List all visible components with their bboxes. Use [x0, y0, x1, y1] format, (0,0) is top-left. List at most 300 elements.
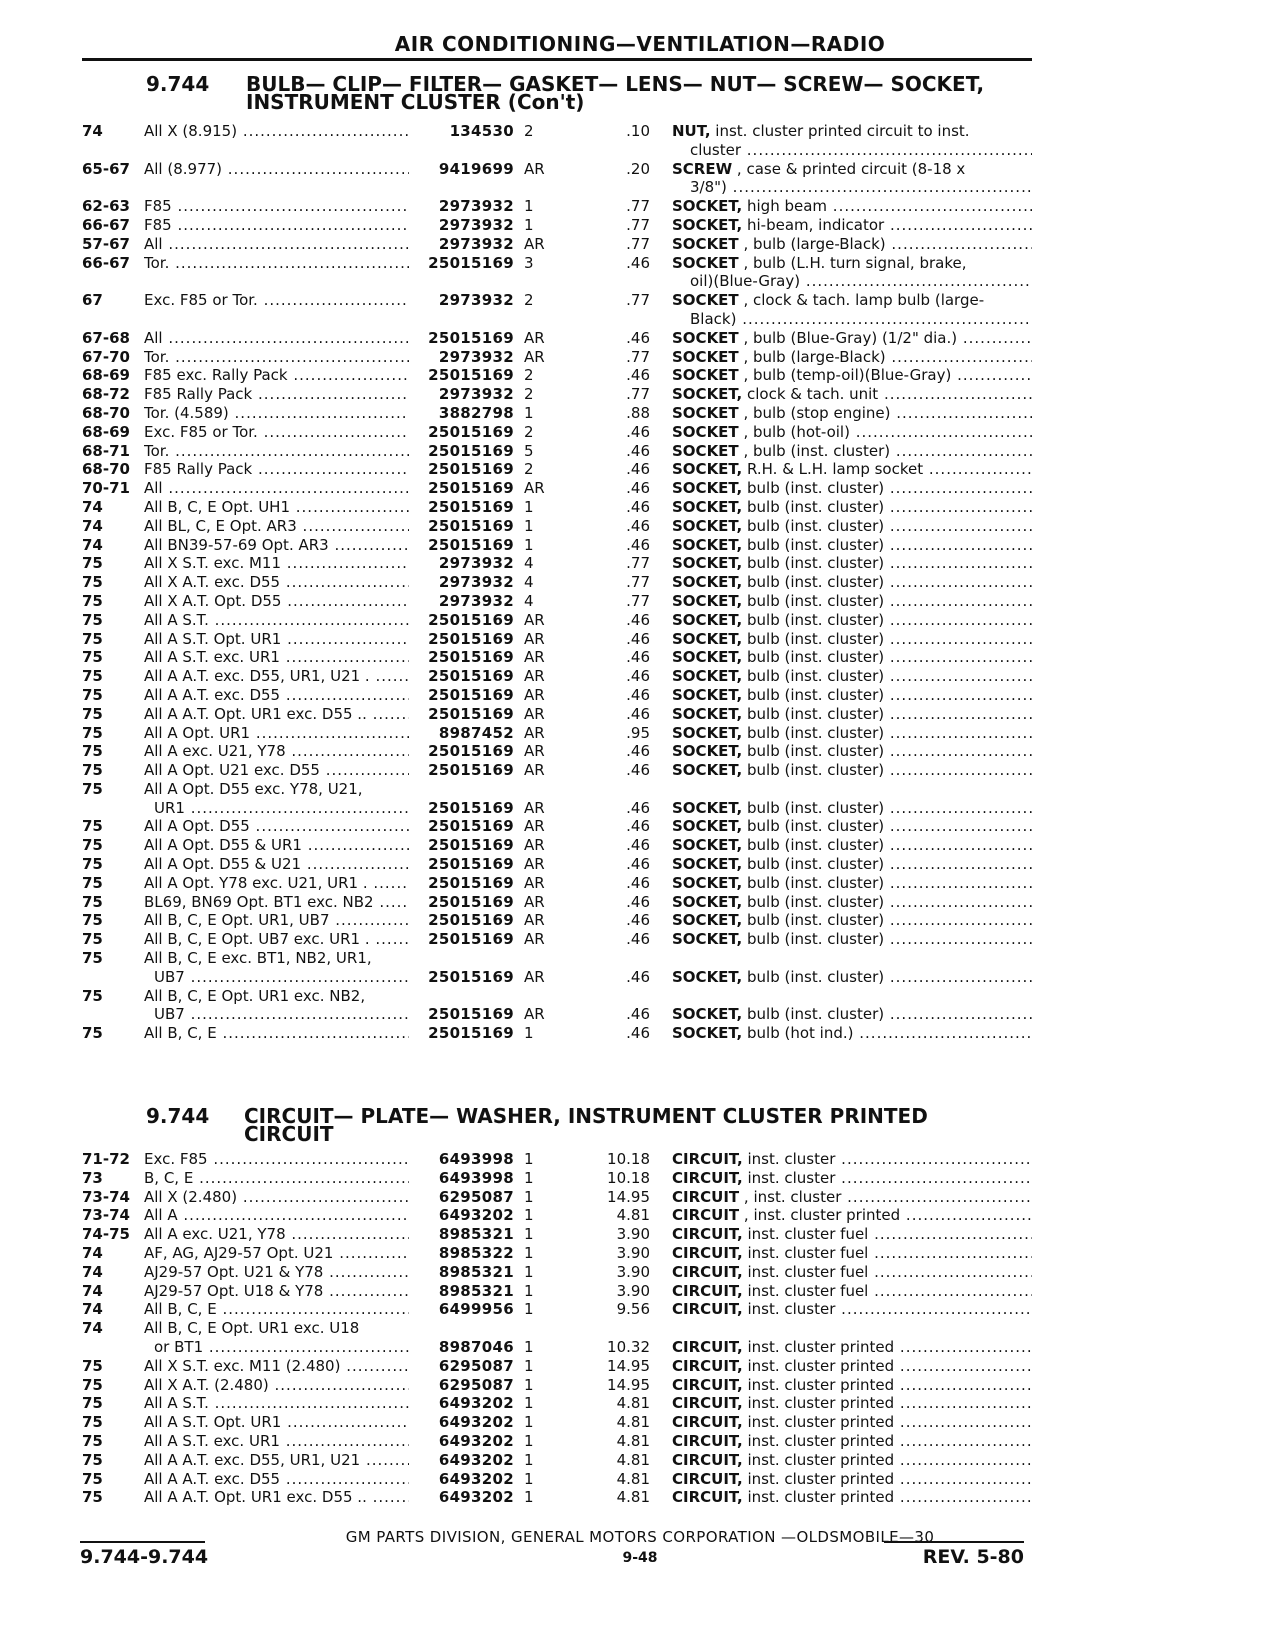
row-quantity: AR [524, 347, 545, 366]
row-model: All A S.T. ..... [144, 1394, 409, 1412]
row-model: All A A.T. Opt. UR1 exc. D55 .. ..... [144, 1488, 409, 1506]
table-row [0, 366, 1280, 385]
row-part-number: 6493202 [438, 1469, 514, 1488]
table-row [0, 479, 1280, 498]
row-description-text: , inst. cluster printed ..... [739, 1206, 1032, 1224]
row-description-text: inst. cluster printed ..... [743, 1338, 1032, 1356]
row-description-text: high beam ..... [742, 197, 1032, 215]
row-quantity: 1 [524, 1356, 534, 1375]
row-model: All A Opt. D55 & UR1 ..... [144, 836, 409, 854]
table-row [0, 780, 1280, 818]
row-part-number: 2973932 [438, 234, 514, 253]
row-model: All A A.T. exc. D55 ..... [144, 686, 409, 704]
table-row [0, 1169, 1280, 1188]
row-year: 74 [82, 1243, 103, 1262]
row-description-text: inst. cluster printed ..... [743, 1451, 1032, 1469]
section2-title-line2: CIRCUIT [244, 1122, 334, 1146]
row-year: 74 [82, 1281, 103, 1300]
row-model: F85 Rally Pack ..... [144, 460, 409, 478]
row-description [672, 423, 1032, 441]
row-description-keyword: SOCKET, [672, 798, 743, 817]
row-description [672, 216, 1032, 234]
row-description-keyword: SOCKET, [672, 535, 743, 554]
row-quantity: 1 [524, 1262, 534, 1281]
row-part-number: 6493202 [438, 1206, 514, 1225]
row-part-number: 8985321 [438, 1281, 514, 1300]
row-part-number: 25015169 [428, 967, 514, 986]
row-year: 68-69 [82, 366, 130, 385]
row-price: .46 [626, 967, 650, 986]
row-description-text: , inst. cluster ..... [739, 1188, 1032, 1206]
row-year: 75 [82, 986, 103, 1005]
row-model-continued: UB7 ..... [154, 968, 409, 986]
row-quantity: AR [524, 723, 545, 742]
row-model: All ..... [144, 329, 409, 347]
row-year: 75 [82, 1394, 103, 1413]
row-part-number: 25015169 [428, 704, 514, 723]
row-description-keyword: SOCKET, [672, 197, 743, 216]
row-quantity: AR [524, 911, 545, 930]
row-part-number: 25015169 [428, 1005, 514, 1024]
table-row [0, 1376, 1280, 1395]
row-description-text: bulb (inst. cluster) ..... [742, 742, 1032, 760]
row-model: All A exc. U21, Y78 ..... [144, 1225, 409, 1243]
row-model: All A A.T. Opt. UR1 exc. D55 .. ..... [144, 705, 409, 723]
row-model: B, C, E ..... [144, 1169, 409, 1187]
row-year: 75 [82, 573, 103, 592]
row-quantity: 3 [524, 253, 534, 272]
row-year: 67-68 [82, 328, 130, 347]
row-description-text: , case & printed circuit (8-18 x [732, 159, 966, 178]
row-description-text: , bulb (hot-oil) ..... [739, 423, 1032, 441]
row-year: 68-70 [82, 460, 130, 479]
table-row [0, 1470, 1280, 1489]
table-row [0, 498, 1280, 517]
row-price: 4.81 [616, 1413, 650, 1432]
section2-number: 9.744 [146, 1104, 210, 1128]
row-description-keyword: CIRCUIT, [672, 1488, 743, 1507]
row-price: 10.18 [607, 1168, 650, 1187]
row-description-keyword: CIRCUIT, [672, 1337, 743, 1356]
row-description-keyword: CIRCUIT, [672, 1356, 743, 1375]
row-model: All A Opt. Y78 exc. U21, UR1 . ..... [144, 874, 409, 892]
table-row [0, 1206, 1280, 1225]
row-year: 67-70 [82, 347, 130, 366]
row-quantity: 1 [524, 1413, 534, 1432]
row-price: 4.81 [616, 1469, 650, 1488]
header-rule [82, 58, 1032, 61]
row-part-number: 2973932 [438, 573, 514, 592]
table-row [0, 536, 1280, 555]
row-price: 3.90 [616, 1225, 650, 1244]
row-description-keyword: SOCKET, [672, 873, 743, 892]
row-description-keyword: SOCKET [672, 328, 739, 347]
row-model: All A S.T. Opt. UR1 ..... [144, 630, 409, 648]
row-description-keyword: SOCKET, [672, 723, 743, 742]
table-row [0, 648, 1280, 667]
row-quantity: 2 [524, 291, 534, 310]
table-row [0, 1488, 1280, 1507]
row-part-number: 25015169 [428, 873, 514, 892]
row-model: All A A.T. exc. D55 ..... [144, 1470, 409, 1488]
row-quantity: 4 [524, 591, 534, 610]
row-model: Tor. ..... [144, 348, 409, 366]
row-price: .46 [626, 798, 650, 817]
row-description-text: hi-beam, indicator ..... [742, 216, 1032, 234]
row-description-text: inst. cluster printed ..... [743, 1357, 1032, 1375]
row-part-number: 25015169 [428, 422, 514, 441]
row-description-text: inst. cluster fuel ..... [743, 1282, 1032, 1300]
table-row [0, 1413, 1280, 1432]
table-row [0, 1225, 1280, 1244]
section2-title-line1: CIRCUIT— PLATE— WASHER, INSTRUMENT CLUSTER PRINTED [244, 1104, 928, 1128]
row-model: All X A.T. (2.480) ..... [144, 1376, 409, 1394]
row-model: All A Opt. UR1 ..... [144, 724, 409, 742]
row-description-keyword: CIRCUIT, [672, 1243, 743, 1262]
row-price: .20 [626, 159, 650, 178]
row-description [672, 479, 1032, 497]
row-quantity: AR [524, 667, 545, 686]
row-description-keyword: SOCKET, [672, 685, 743, 704]
row-description-keyword: SOCKET, [672, 629, 743, 648]
row-description-text: , bulb (temp-oil)(Blue-Gray) ..... [739, 366, 1032, 384]
row-description [672, 1394, 1032, 1412]
row-description-keyword: SOCKET, [672, 967, 743, 986]
table-row [0, 235, 1280, 254]
row-part-number: 25015169 [428, 685, 514, 704]
row-description-text: bulb (inst. cluster) ..... [742, 667, 1032, 685]
row-part-number: 25015169 [428, 253, 514, 272]
row-year: 75 [82, 591, 103, 610]
row-description [672, 1005, 1032, 1023]
table-row [0, 442, 1280, 461]
row-description-keyword: CIRCUIT, [672, 1281, 743, 1300]
row-price: 4.81 [616, 1450, 650, 1469]
row-part-number: 2973932 [438, 347, 514, 366]
row-part-number: 25015169 [428, 817, 514, 836]
table-row [0, 874, 1280, 893]
row-model: All B, C, E Opt. UB7 exc. UR1 . ..... [144, 930, 409, 948]
row-year: 75 [82, 629, 103, 648]
row-description-continued-text: cluster ..... [690, 141, 1032, 159]
row-year: 74-75 [82, 1225, 130, 1244]
row-price: .46 [626, 836, 650, 855]
row-part-number: 2973932 [438, 554, 514, 573]
row-description-keyword: CIRCUIT, [672, 1413, 743, 1432]
row-year: 75 [82, 855, 103, 874]
row-quantity: 1 [524, 535, 534, 554]
footer-revision: REV. 5-80 [922, 1546, 1024, 1568]
row-description-text: bulb (inst. cluster) ..... [742, 855, 1032, 873]
row-model: All B, C, E Opt. UR1, UB7 ..... [144, 911, 409, 929]
row-description-keyword: SOCKET, [672, 215, 743, 234]
row-model: Exc. F85 or Tor. ..... [144, 291, 409, 309]
row-description-text: bulb (inst. cluster) ..... [742, 836, 1032, 854]
row-description-continued [690, 310, 1032, 328]
row-year: 66-67 [82, 215, 130, 234]
row-price: .77 [626, 591, 650, 610]
row-year: 68-72 [82, 385, 130, 404]
row-description [672, 648, 1032, 666]
row-description-text: inst. cluster printed ..... [743, 1413, 1032, 1431]
row-part-number: 6493202 [438, 1450, 514, 1469]
row-model: All (8.977) ..... [144, 160, 409, 178]
row-model: All A exc. U21, Y78 ..... [144, 742, 409, 760]
row-description-text: inst. cluster printed ..... [743, 1488, 1032, 1506]
row-description [672, 385, 1032, 403]
row-model: All X A.T. exc. D55 ..... [144, 573, 409, 591]
row-price: 14.95 [607, 1375, 650, 1394]
row-quantity: AR [524, 629, 545, 648]
row-description-text: inst. cluster fuel ..... [743, 1225, 1032, 1243]
row-price: .46 [626, 629, 650, 648]
row-description-keyword: SOCKET, [672, 742, 743, 761]
row-quantity: 1 [524, 1431, 534, 1450]
row-year: 74 [82, 516, 103, 535]
row-description-text: bulb (inst. cluster) ..... [742, 573, 1032, 591]
row-description-text: bulb (inst. cluster) ..... [742, 479, 1032, 497]
row-model-continued: UR1 ..... [154, 799, 409, 817]
row-year: 71-72 [82, 1150, 130, 1168]
row-quantity: AR [524, 159, 545, 178]
row-model: All A S.T. exc. UR1 ..... [144, 648, 409, 666]
row-quantity: AR [524, 836, 545, 855]
row-part-number: 6295087 [438, 1375, 514, 1394]
row-model: All B, C, E Opt. UH1 ..... [144, 498, 409, 516]
table-row [0, 348, 1280, 367]
row-price: 3.90 [616, 1262, 650, 1281]
row-model: All X S.T. exc. M11 ..... [144, 554, 409, 572]
row-description-keyword: CIRCUIT [672, 1206, 740, 1225]
row-description [672, 724, 1032, 742]
row-description-keyword: SOCKET, [672, 930, 743, 949]
row-price: 4.81 [616, 1206, 650, 1225]
row-part-number: 8987046 [438, 1337, 514, 1356]
row-description-text: inst. cluster printed ..... [743, 1376, 1032, 1394]
row-quantity: 1 [524, 1394, 534, 1413]
row-year: 75 [82, 761, 103, 780]
row-model: All A Opt. D55 ..... [144, 817, 409, 835]
row-price: 4.81 [616, 1488, 650, 1507]
row-description [672, 460, 1032, 478]
row-description-text: clock & tach. unit ..... [742, 385, 1032, 403]
row-description-text: bulb (inst. cluster) ..... [742, 968, 1032, 986]
row-description-keyword: SOCKET [672, 253, 739, 272]
table-row [0, 949, 1280, 987]
row-part-number: 2973932 [438, 291, 514, 310]
row-price: .46 [626, 441, 650, 460]
row-part-number: 134530 [449, 122, 514, 140]
row-description-text: , clock & tach. lamp bulb (large- [738, 291, 985, 310]
row-part-number: 25015169 [428, 761, 514, 780]
row-description [672, 667, 1032, 685]
row-description [672, 122, 1032, 140]
row-description [672, 968, 1032, 986]
row-description-keyword: SOCKET [672, 347, 739, 366]
row-quantity: 1 [524, 1024, 534, 1043]
row-description-keyword: SOCKET, [672, 911, 743, 930]
row-year: 73-74 [82, 1187, 130, 1206]
row-year: 68-71 [82, 441, 130, 460]
row-quantity: AR [524, 610, 545, 629]
row-model: BL69, BN69 Opt. BT1 exc. NB2 ..... [144, 893, 409, 911]
row-description-keyword: SOCKET, [672, 479, 743, 498]
row-year: 75 [82, 836, 103, 855]
row-model: All A S.T. ..... [144, 611, 409, 629]
table-row [0, 197, 1280, 216]
row-description [672, 1300, 1032, 1318]
row-description-text: inst. cluster printed ..... [743, 1432, 1032, 1450]
row-part-number: 6493202 [438, 1431, 514, 1450]
row-description-keyword: SOCKET, [672, 573, 743, 592]
row-description-keyword: CIRCUIT, [672, 1262, 743, 1281]
row-quantity: AR [524, 761, 545, 780]
row-quantity: AR [524, 855, 545, 874]
row-description-keyword: SOCKET, [672, 855, 743, 874]
row-description-keyword: CIRCUIT, [672, 1300, 743, 1319]
row-part-number: 6493202 [438, 1394, 514, 1413]
row-description [672, 742, 1032, 760]
section1-title-line1: BULB— CLIP— FILTER— GASKET— LENS— NUT— SCREW— SOCKET, [246, 72, 985, 96]
row-description-keyword: SOCKET, [672, 704, 743, 723]
table-row [0, 404, 1280, 423]
row-model: Tor. ..... [144, 442, 409, 460]
table-row [0, 216, 1280, 235]
row-description-keyword: SOCKET, [672, 761, 743, 780]
row-price: 4.81 [616, 1394, 650, 1413]
row-description-text: bulb (inst. cluster) ..... [742, 817, 1032, 835]
table-row [0, 630, 1280, 649]
row-part-number: 6295087 [438, 1187, 514, 1206]
row-price: .88 [626, 403, 650, 422]
row-description-keyword: CIRCUIT, [672, 1394, 743, 1413]
row-price: 3.90 [616, 1281, 650, 1300]
table-row [0, 1357, 1280, 1376]
row-description-keyword: SOCKET, [672, 460, 743, 479]
row-year: 75 [82, 949, 103, 968]
row-part-number: 6295087 [438, 1356, 514, 1375]
row-model: All X A.T. Opt. D55 ..... [144, 592, 409, 610]
row-description-keyword: CIRCUIT, [672, 1225, 743, 1244]
row-description-text: bulb (inst. cluster) ..... [742, 611, 1032, 629]
row-quantity: 4 [524, 573, 534, 592]
row-model: All X (2.480) ..... [144, 1188, 409, 1206]
row-part-number: 25015169 [428, 911, 514, 930]
row-description [672, 1024, 1032, 1042]
row-description-keyword: SOCKET [672, 234, 739, 253]
row-description [672, 855, 1032, 873]
row-description-text: , bulb (L.H. turn signal, brake, [738, 253, 967, 272]
row-part-number: 6493998 [438, 1168, 514, 1187]
row-part-number: 25015169 [428, 667, 514, 686]
row-part-number: 25015169 [428, 610, 514, 629]
row-price: .46 [626, 892, 650, 911]
row-description-text: bulb (inst. cluster) ..... [742, 686, 1032, 704]
table-row [0, 742, 1280, 761]
row-description-keyword: SCREW [672, 159, 733, 178]
row-description-keyword: SOCKET, [672, 892, 743, 911]
row-description-keyword: SOCKET, [672, 385, 743, 404]
row-year: 73-74 [82, 1206, 130, 1225]
row-description [672, 836, 1032, 854]
row-part-number: 8987452 [438, 723, 514, 742]
row-model: All B, C, E ..... [144, 1024, 409, 1042]
row-quantity: 2 [524, 422, 534, 441]
row-description-keyword: CIRCUIT, [672, 1469, 743, 1488]
row-description-text: bulb (inst. cluster) ..... [742, 630, 1032, 648]
table-row [0, 254, 1280, 292]
row-year: 75 [82, 1488, 103, 1507]
row-description-keyword: SOCKET, [672, 1024, 743, 1043]
row-description-text: bulb (inst. cluster) ..... [742, 874, 1032, 892]
table-row [0, 1394, 1280, 1413]
row-description [672, 1432, 1032, 1450]
row-price: .46 [626, 855, 650, 874]
row-model: F85 ..... [144, 216, 409, 234]
row-description [672, 517, 1032, 535]
row-part-number: 25015169 [428, 1024, 514, 1043]
row-quantity: AR [524, 742, 545, 761]
row-part-number: 25015169 [428, 798, 514, 817]
row-year: 75 [82, 742, 103, 761]
row-quantity: AR [524, 479, 545, 498]
row-year: 74 [82, 1300, 103, 1319]
row-description-text: bulb (inst. cluster) ..... [742, 911, 1032, 929]
row-description [672, 817, 1032, 835]
row-description-keyword: SOCKET, [672, 516, 743, 535]
row-year: 70-71 [82, 479, 130, 498]
row-description-keyword: SOCKET, [672, 554, 743, 573]
row-model: F85 Rally Pack ..... [144, 385, 409, 403]
row-model: All A Opt. D55 & U21 ..... [144, 855, 409, 873]
row-description [672, 498, 1032, 516]
row-description-keyword: SOCKET, [672, 667, 743, 686]
row-description [672, 1338, 1032, 1356]
row-quantity: 2 [524, 122, 534, 140]
row-quantity: 2 [524, 385, 534, 404]
row-description-continued [690, 272, 1032, 290]
row-price: .46 [626, 422, 650, 441]
table-row [0, 1300, 1280, 1319]
row-model: F85 exc. Rally Pack ..... [144, 366, 409, 384]
table-row [0, 592, 1280, 611]
row-part-number: 25015169 [428, 441, 514, 460]
row-quantity: 1 [524, 516, 534, 535]
row-quantity: 1 [524, 215, 534, 234]
row-model: Exc. F85 ..... [144, 1150, 409, 1168]
table-row [0, 761, 1280, 780]
row-description-text: , bulb (inst. cluster) ..... [739, 442, 1032, 460]
row-quantity: AR [524, 798, 545, 817]
row-description-text: bulb (inst. cluster) ..... [742, 498, 1032, 516]
row-description-keyword: SOCKET [672, 291, 739, 310]
row-description-text: bulb (inst. cluster) ..... [742, 893, 1032, 911]
row-description-text: bulb (inst. cluster) ..... [742, 930, 1032, 948]
table-row [0, 291, 1280, 329]
row-price: .46 [626, 497, 650, 516]
row-description [672, 1150, 1032, 1168]
row-year: 75 [82, 1469, 103, 1488]
table-row [0, 855, 1280, 874]
row-part-number: 2973932 [438, 215, 514, 234]
row-part-number: 25015169 [428, 836, 514, 855]
row-description [672, 254, 1032, 272]
row-description-continued [690, 178, 1032, 196]
row-price: 3.90 [616, 1243, 650, 1262]
row-description-keyword: SOCKET [672, 422, 739, 441]
row-year: 68-69 [82, 422, 130, 441]
row-description-keyword: CIRCUIT, [672, 1150, 743, 1168]
